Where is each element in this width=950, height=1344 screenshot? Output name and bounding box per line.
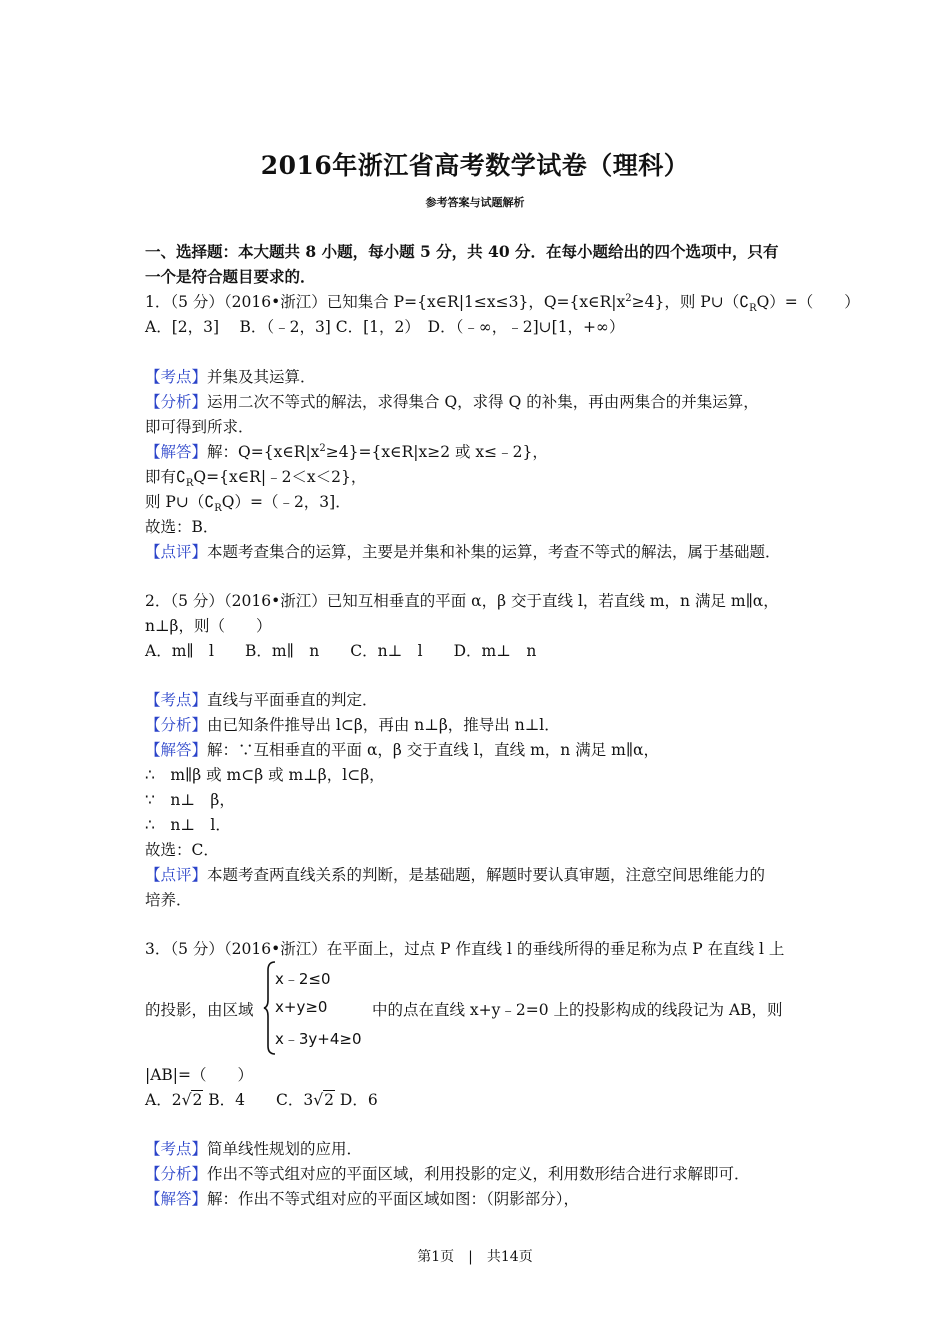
q2-stem: 2．（5 分）（2016•浙江）已知互相垂直的平面 α，β 交于直线 l，若直线 m，n 满足 m∥α， <box>145 592 779 610</box>
q3-jieda: 【解答】解：作出不等式组对应的平面区域如图：（阴影部分）， <box>145 1190 580 1208</box>
q2-kaodian: 【考点】直线与平面垂直的判定． <box>145 691 378 709</box>
q2-dianping-cont: 培养． <box>145 891 192 909</box>
sqrt-symbol: √2 <box>181 1091 203 1109</box>
q3-kaodian: 【考点】简单线性规划的应用． <box>145 1140 363 1158</box>
q3-stem-cont: 中的点在直线 x+y﹣2=0 上的投影构成的线段记为 AB，则 <box>372 1001 783 1019</box>
q3-options: A．2√2 B．4 C．3√2 D．6 <box>145 1091 378 1109</box>
q1-kaodian: 【考点】并集及其运算． <box>145 368 316 386</box>
q3-stem: 3．（5 分）（2016•浙江）在平面上，过点 P 作直线 l 的垂线所得的垂足称为点 P 在直线 l 上 <box>145 940 785 958</box>
q2-stem-cont: n⊥β，则（ ） <box>145 617 272 635</box>
inequality-1: x﹣2≤0 <box>275 970 331 988</box>
inequality-system <box>263 960 373 1056</box>
section-heading-line-2: 一个是符合题目要求的． <box>145 267 316 286</box>
q1-jieda: 【解答】解：$Q=\{x\in R|x^2\ge 4\}=\{x\in R|x\ge 2$ 或 x≤﹣2}， <box>145 442 548 461</box>
sqrt-symbol: √2 <box>313 1091 334 1109</box>
q2-dianping: 【点评】本题考查两直线关系的判断，是基础题，解题时要认真审题，注意空间思维能力的 <box>145 866 766 884</box>
q2-jieda: 【解答】解：∵互相垂直的平面 α，β 交于直线 l，直线 m，n 满足 m∥α， <box>145 741 659 759</box>
q2-options: A．m∥ l B．m∥ n C．n⊥ l D．m⊥ n <box>145 642 537 660</box>
section-heading-line-1: 一、选择题：本大题共 8 小题，每小题 5 分，共 40 分．在每小题给出的四个选项中，只有 <box>145 242 779 261</box>
q1-dianping: 【点评】本题考查集合的运算，主要是并集和补集的运算，考查不等式的解法，属于基础题． <box>145 543 781 561</box>
q2-jieda-line-4: ∴ n⊥ l． <box>145 816 231 834</box>
page-footer: 第1页 | 共14页 <box>417 1249 533 1265</box>
q3-fenxi: 【分析】作出不等式组对应的平面区域，利用投影的定义，利用数形结合进行求解即可． <box>145 1165 750 1183</box>
inequality-3: x﹣3y+4≥0 <box>275 1030 362 1048</box>
q1-jieda-line-3: 则 $P\cup(∁_RQ)=(﹣2$，3]． <box>145 493 351 515</box>
q2-jieda-line-3: ∵ n⊥ β， <box>145 791 235 809</box>
document-title: 2016年浙江省高考数学试卷（理科） <box>260 151 690 180</box>
q1-jieda-line-2: 即有$∁_RQ=\{x\in R|﹣2<x<2\}$， <box>145 468 367 490</box>
q2-jieda-line-2: ∴ m∥β 或 m⊂β 或 m⊥β，l⊂β， <box>145 766 385 784</box>
q3-stem-end: |AB|=（ ） <box>145 1066 254 1084</box>
q2-answer: 故选：C． <box>145 841 219 859</box>
q1-options: A．[2，3] B．（﹣2，3] C．[1，2） D．（﹣∞，﹣2]∪[1，+∞） <box>145 318 625 336</box>
q3-stem-region-label: 的投影，由区域 <box>145 1001 254 1019</box>
q1-answer: 故选：B． <box>145 518 219 536</box>
document-subtitle: 参考答案与试题解析 <box>425 196 525 209</box>
q2-fenxi: 【分析】由已知条件推导出 l⊂β，再由 n⊥β，推导出 n⊥l． <box>145 716 560 734</box>
q1-stem: 1．（5 分）（2016•浙江）已知集合 P={x∈R|1≤x≤3}，$Q=\{x\in R|x^2\ge 4\}$，则 $P\cup(∁_RQ)=$（ ） <box>145 292 860 315</box>
inequality-2: x+y≥0 <box>275 998 328 1016</box>
q1-fenxi-cont: 即可得到所求． <box>145 418 254 436</box>
q1-fenxi: 【分析】运用二次不等式的解法，求得集合 Q，求得 Q 的补集，再由两集合的并集运算， <box>145 393 759 411</box>
